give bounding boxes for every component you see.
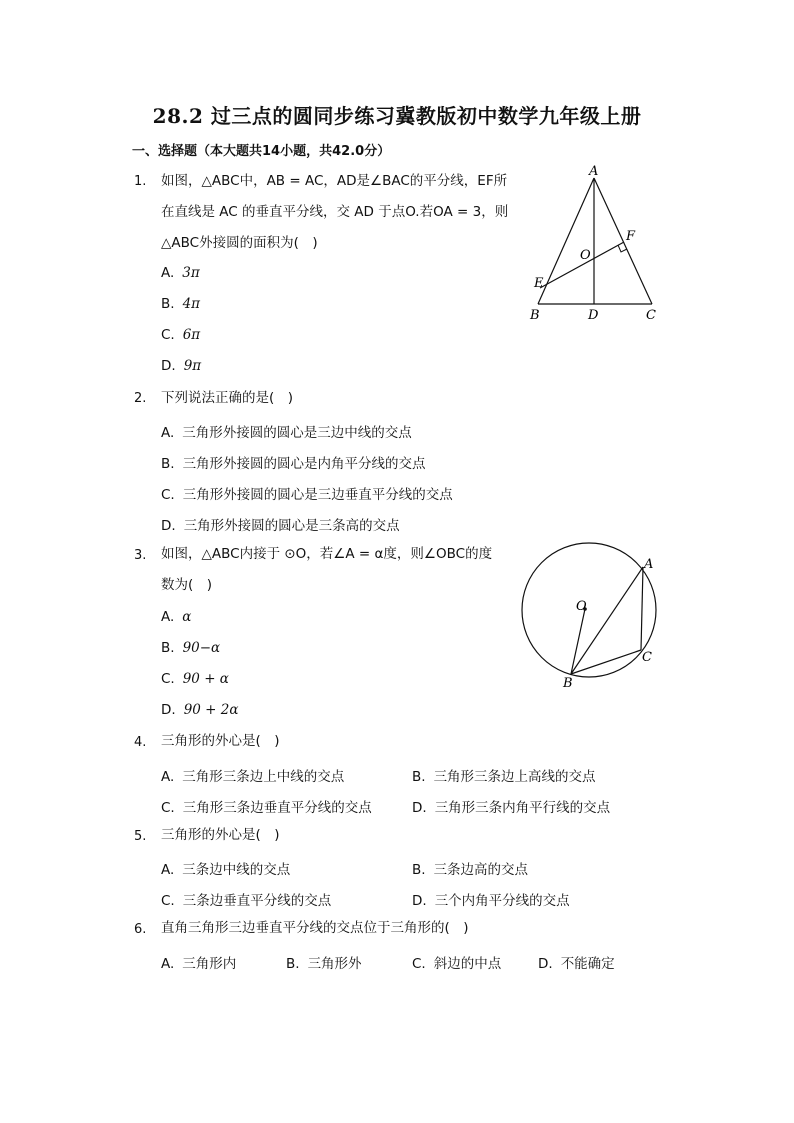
- option-text: 三角形外: [307, 956, 362, 972]
- label-c: C: [642, 650, 652, 665]
- section-score: 42.0: [332, 144, 365, 159]
- label-o: O: [580, 248, 591, 263]
- option-d[interactable]: [161, 702, 238, 718]
- option-text: 三角形三条边上中线的交点: [182, 769, 345, 785]
- option-text: 三个内角平分线的交点: [434, 893, 570, 909]
- side-ac: [594, 178, 652, 304]
- option-a[interactable]: [161, 952, 236, 972]
- option-label: B.: [412, 769, 426, 785]
- question-stem: [161, 166, 508, 259]
- option-a[interactable]: [161, 858, 290, 878]
- stem-line: 如图，△ABC内接于 ⊙O，若∠A = α度，则∠OBC的度: [161, 546, 493, 562]
- stem-line: 直角三角形三边垂直平分线的交点位于三角形的( ): [161, 920, 469, 936]
- option-text: 三角形外接圆的圆心是三边垂直平分线的交点: [182, 487, 453, 503]
- stem-line: 三角形的外心是( ): [161, 827, 280, 843]
- option-d[interactable]: [161, 514, 400, 534]
- label-o: O: [576, 599, 587, 614]
- option-label: C.: [161, 893, 175, 909]
- question-number: 2.: [134, 391, 147, 406]
- question-stem: [161, 539, 492, 601]
- stem-line: △ABC外接圆的面积为( ): [161, 235, 318, 251]
- option-text: 三角形外接圆的圆心是三边中线的交点: [182, 425, 412, 441]
- option-label: A.: [161, 862, 175, 878]
- option-label: B.: [161, 640, 175, 656]
- stem-line: 在直线是 AC 的垂直平分线，交 AD 于点O.若OA = 3，则: [161, 204, 509, 220]
- question-stem: [161, 913, 469, 944]
- option-label: C.: [161, 487, 175, 503]
- option-c[interactable]: [412, 952, 501, 972]
- option-d[interactable]: [161, 358, 201, 374]
- option-c[interactable]: [161, 889, 331, 909]
- label-c: C: [646, 308, 656, 323]
- option-c[interactable]: [161, 671, 229, 687]
- option-text: 4π: [182, 296, 201, 312]
- label-b: B: [530, 308, 540, 323]
- option-a[interactable]: [161, 609, 191, 625]
- option-text: 三角形三条边垂直平分线的交点: [182, 800, 372, 816]
- option-text: 90−α: [182, 640, 221, 656]
- option-label: B.: [286, 956, 300, 972]
- circle-figure: [515, 536, 667, 692]
- option-b[interactable]: [161, 640, 220, 656]
- question-number: 3.: [134, 548, 147, 563]
- option-text: 3π: [182, 265, 200, 281]
- section-prefix: 一、选择题（本大题共: [132, 144, 263, 159]
- stem-line: 如图，△ABC中，AB = AC，AD是∠BAC的平分线，EF所: [161, 173, 508, 189]
- option-text: 三角形外接圆的圆心是内角平分线的交点: [182, 456, 426, 472]
- option-text: 90 + 2α: [183, 702, 239, 718]
- option-b[interactable]: [412, 858, 528, 878]
- label-e: E: [534, 276, 544, 291]
- circumcircle: [522, 543, 656, 677]
- question-stem: [161, 383, 293, 414]
- option-text: α: [182, 609, 192, 625]
- stem-line: 下列说法正确的是( ): [161, 390, 294, 406]
- option-a[interactable]: [161, 421, 412, 441]
- option-text: 三角形三条边上高线的交点: [433, 769, 596, 785]
- question-number: 5.: [134, 829, 147, 844]
- stem-line: 三角形的外心是( ): [161, 733, 280, 749]
- option-label: D.: [412, 800, 427, 816]
- option-a[interactable]: [161, 265, 200, 281]
- option-label: D.: [538, 956, 553, 972]
- question-number: 4.: [134, 735, 147, 750]
- option-text: 三角形三条内角平行线的交点: [434, 800, 611, 816]
- question-number: 1.: [134, 174, 147, 189]
- section-count: 14: [262, 144, 281, 159]
- option-label: D.: [161, 358, 176, 374]
- option-d[interactable]: [412, 889, 570, 909]
- option-label: D.: [412, 893, 427, 909]
- question-number: 6.: [134, 922, 147, 937]
- option-label: A.: [161, 769, 175, 785]
- option-label: B.: [161, 456, 175, 472]
- option-text: 三角形外接圆的圆心是三条高的交点: [183, 518, 400, 534]
- option-text: 6π: [182, 327, 201, 343]
- option-label: C.: [161, 800, 175, 816]
- option-label: C.: [412, 956, 426, 972]
- option-text: 斜边的中点: [433, 956, 502, 972]
- side-ac: [641, 567, 643, 650]
- option-label: C.: [161, 327, 175, 343]
- option-d[interactable]: [538, 952, 615, 972]
- side-ab: [571, 567, 643, 674]
- option-text: 90 + α: [182, 671, 229, 687]
- question-stem: [161, 820, 280, 851]
- option-label: A.: [161, 425, 175, 441]
- label-b: B: [563, 676, 573, 691]
- label-f: F: [626, 229, 636, 244]
- label-a: A: [644, 557, 654, 572]
- section-suffix: 分）: [364, 144, 391, 159]
- option-c[interactable]: [161, 327, 200, 343]
- option-text: 三条边中线的交点: [182, 862, 291, 878]
- label-a: A: [589, 164, 599, 179]
- option-c[interactable]: [161, 483, 453, 503]
- stem-line: 数为( ): [161, 577, 213, 593]
- option-text: 三角形内: [182, 956, 237, 972]
- option-a[interactable]: [161, 765, 344, 785]
- option-text: 不能确定: [560, 956, 615, 972]
- option-label: C.: [161, 671, 175, 687]
- question-stem: [161, 726, 280, 757]
- option-label: D.: [161, 518, 176, 534]
- option-label: A.: [161, 609, 175, 625]
- option-label: A.: [161, 265, 175, 281]
- option-c[interactable]: [161, 796, 372, 816]
- option-b[interactable]: [161, 296, 200, 312]
- section-heading: [132, 140, 390, 159]
- option-text: 三条边高的交点: [433, 862, 529, 878]
- option-text: 9π: [183, 358, 202, 374]
- option-label: A.: [161, 956, 175, 972]
- option-b[interactable]: [161, 452, 426, 472]
- option-label: D.: [161, 702, 176, 718]
- triangle-figure: [528, 162, 668, 324]
- option-label: B.: [161, 296, 175, 312]
- option-b[interactable]: [412, 765, 596, 785]
- label-d: D: [588, 308, 599, 323]
- option-b[interactable]: [286, 952, 362, 972]
- section-mid: 小题，共: [280, 144, 333, 159]
- option-d[interactable]: [412, 796, 610, 816]
- option-label: B.: [412, 862, 426, 878]
- option-text: 三条边垂直平分线的交点: [182, 893, 332, 909]
- document-title: 28.2 过三点的圆同步练习冀教版初中数学九年级上册: [152, 104, 642, 128]
